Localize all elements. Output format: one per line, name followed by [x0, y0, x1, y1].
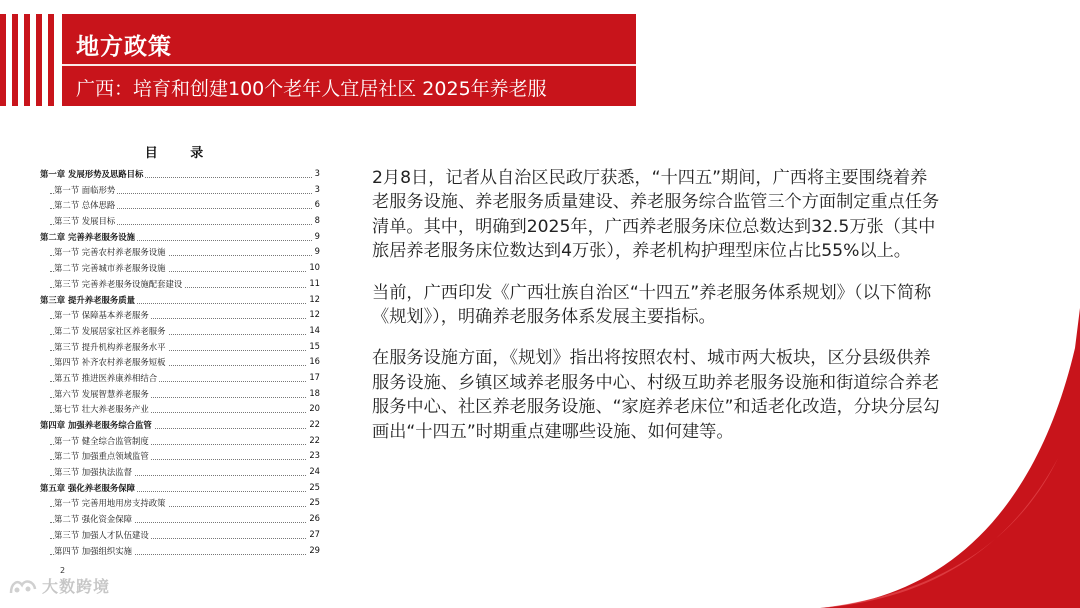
toc-item	[40, 527, 322, 543]
toc-item-page: 6	[314, 199, 320, 210]
header-stripes	[0, 14, 64, 106]
toc-item-page: 25	[309, 481, 320, 492]
paragraph-3: 在服务设施方面，《规划》指出将按照农村、城市两大板块，区分县级供养服务设施、乡镇区域养老服务中心、村级互助养老服务设施和街道综合养老服务中心、社区养老服务设施、“家庭养老床位”和适老化改造，分块分层勾画出“十四五”时期重点建哪些设施、如何建等。	[372, 348, 940, 442]
toc-item-label: 第二节 加强重点领域监管	[54, 451, 149, 462]
toc-item	[40, 166, 322, 182]
watermark	[8, 574, 110, 597]
toc-item	[40, 260, 322, 276]
toc-item-label: 第一章 发展形势及思路目标	[40, 169, 144, 179]
toc-item-label: 第一节 完善用地用房支持政策	[54, 498, 166, 509]
toc-item	[40, 543, 322, 559]
toc-item-page: 27	[309, 528, 320, 539]
toc-item	[40, 433, 322, 449]
toc-item-page: 18	[309, 387, 320, 398]
toc-item-page: 26	[309, 513, 320, 524]
toc-item-label: 第一节 保障基本养老服务	[54, 310, 149, 321]
toc-item-page: 12	[309, 309, 320, 320]
toc-item	[40, 464, 322, 480]
toc-document	[40, 142, 322, 572]
toc-item-label: 第三节 提升机构养老服务水平	[54, 341, 166, 352]
toc-item	[40, 495, 322, 511]
toc-item-label: 第二节 强化资金保障	[54, 514, 133, 525]
toc-item-page: 22	[309, 434, 320, 445]
logo-icon	[8, 575, 38, 597]
toc-item-label: 第五节 推进医养康养相结合	[54, 372, 158, 383]
toc-item	[40, 182, 322, 198]
toc-item-page: 24	[309, 466, 320, 477]
toc-item	[40, 401, 322, 417]
toc-item-page: 12	[309, 293, 320, 304]
watermark-text: 大数跨境	[42, 577, 111, 596]
toc-item-page: 20	[309, 403, 320, 414]
toc-item-label: 第三节 完善养老服务设施配套建设	[54, 278, 183, 289]
toc-item-label: 第六节 发展智慧养老服务	[54, 388, 149, 399]
toc-item-label: 第四节 补齐农村养老服务短板	[54, 357, 166, 368]
corner-swoosh	[820, 308, 1080, 608]
toc-item	[40, 244, 322, 260]
toc-item	[40, 370, 322, 386]
toc-item-label: 第一节 健全综合监管制度	[54, 435, 149, 446]
paragraph-2: 当前，广西印发《广西壮族自治区“十四五”养老服务体系规划》（以下简称《规划》），明确养老服务体系发展主要指标。	[372, 282, 932, 328]
toc-item-label: 第三节 加强执法监督	[54, 467, 133, 478]
toc-item	[40, 386, 322, 402]
toc-item	[40, 276, 322, 292]
banner-divider	[62, 64, 636, 66]
toc-item-label: 第一节 完善农村养老服务设施	[54, 247, 166, 258]
toc-item	[40, 229, 322, 245]
toc-item	[40, 323, 322, 339]
toc-item-page: 3	[314, 168, 320, 178]
toc-item-label: 第五章 强化养老服务保障	[40, 482, 136, 493]
toc-item-page: 15	[309, 340, 320, 351]
toc-item-page: 29	[309, 544, 320, 555]
toc-item-page: 3	[314, 183, 320, 194]
toc-item-page: 16	[309, 356, 320, 367]
toc-item-label: 第四节 加强组织实施	[54, 545, 133, 556]
toc-item-label: 第二节 发展居家社区养老服务	[54, 325, 166, 336]
toc-item-page: 22	[309, 419, 320, 429]
toc-item-label: 第三节 加强人才队伍建设	[54, 529, 149, 540]
toc-item	[40, 197, 322, 213]
toc-item	[40, 339, 322, 355]
toc-item-page: 25	[309, 497, 320, 508]
toc-list	[40, 166, 322, 558]
paragraph-1: 2月8日，记者从自治区民政厅获悉，“十四五”期间，广西将主要围绕着养老服务设施、养老服务质量建设、养老服务综合监管三个方面制定重点任务清单。其中，明确到2025年，广西养老服务床位总数达到32.5万张（其中旅居养老服务床位数达到4万张），养老机构护理型床位占比55%以上。	[372, 168, 940, 262]
page-subtitle: 广西：培育和创建100个老年人宜居社区 2025年养老服	[76, 78, 547, 100]
toc-item	[40, 480, 322, 496]
toc-item-page: 9	[314, 246, 320, 257]
toc-item-label: 第三节 发展目标	[54, 216, 116, 227]
toc-item-page: 11	[309, 277, 320, 288]
header-banner	[62, 14, 636, 106]
toc-item-label: 第三章 提升养老服务质量	[40, 294, 136, 305]
toc-item-label: 第二节 总体思路	[54, 200, 116, 211]
toc-title: 目 录	[144, 146, 218, 161]
toc-item-label: 第一节 面临形势	[54, 184, 116, 195]
toc-item	[40, 307, 322, 323]
toc-item-page: 23	[309, 450, 320, 461]
toc-item-page: 14	[309, 324, 320, 335]
toc-item	[40, 511, 322, 527]
toc-item-label: 第七节 壮大养老服务产业	[54, 404, 149, 415]
toc-item	[40, 417, 322, 433]
toc-item	[40, 354, 322, 370]
toc-item-page: 17	[309, 371, 320, 382]
toc-item-label: 第二节 完善城市养老服务设施	[54, 263, 166, 274]
toc-item	[40, 292, 322, 308]
toc-item-label: 第四章 加强养老服务综合监管	[40, 420, 152, 430]
toc-item-page: 9	[314, 230, 320, 241]
toc-item-label: 第二章 完善养老服务设施	[40, 231, 136, 242]
toc-item-page: 10	[309, 262, 320, 273]
toc-item-page: 8	[314, 215, 320, 226]
toc-page-number: 2	[60, 566, 66, 575]
toc-item	[40, 213, 322, 229]
page-title: 地方政策	[76, 34, 172, 60]
toc-item	[40, 448, 322, 464]
